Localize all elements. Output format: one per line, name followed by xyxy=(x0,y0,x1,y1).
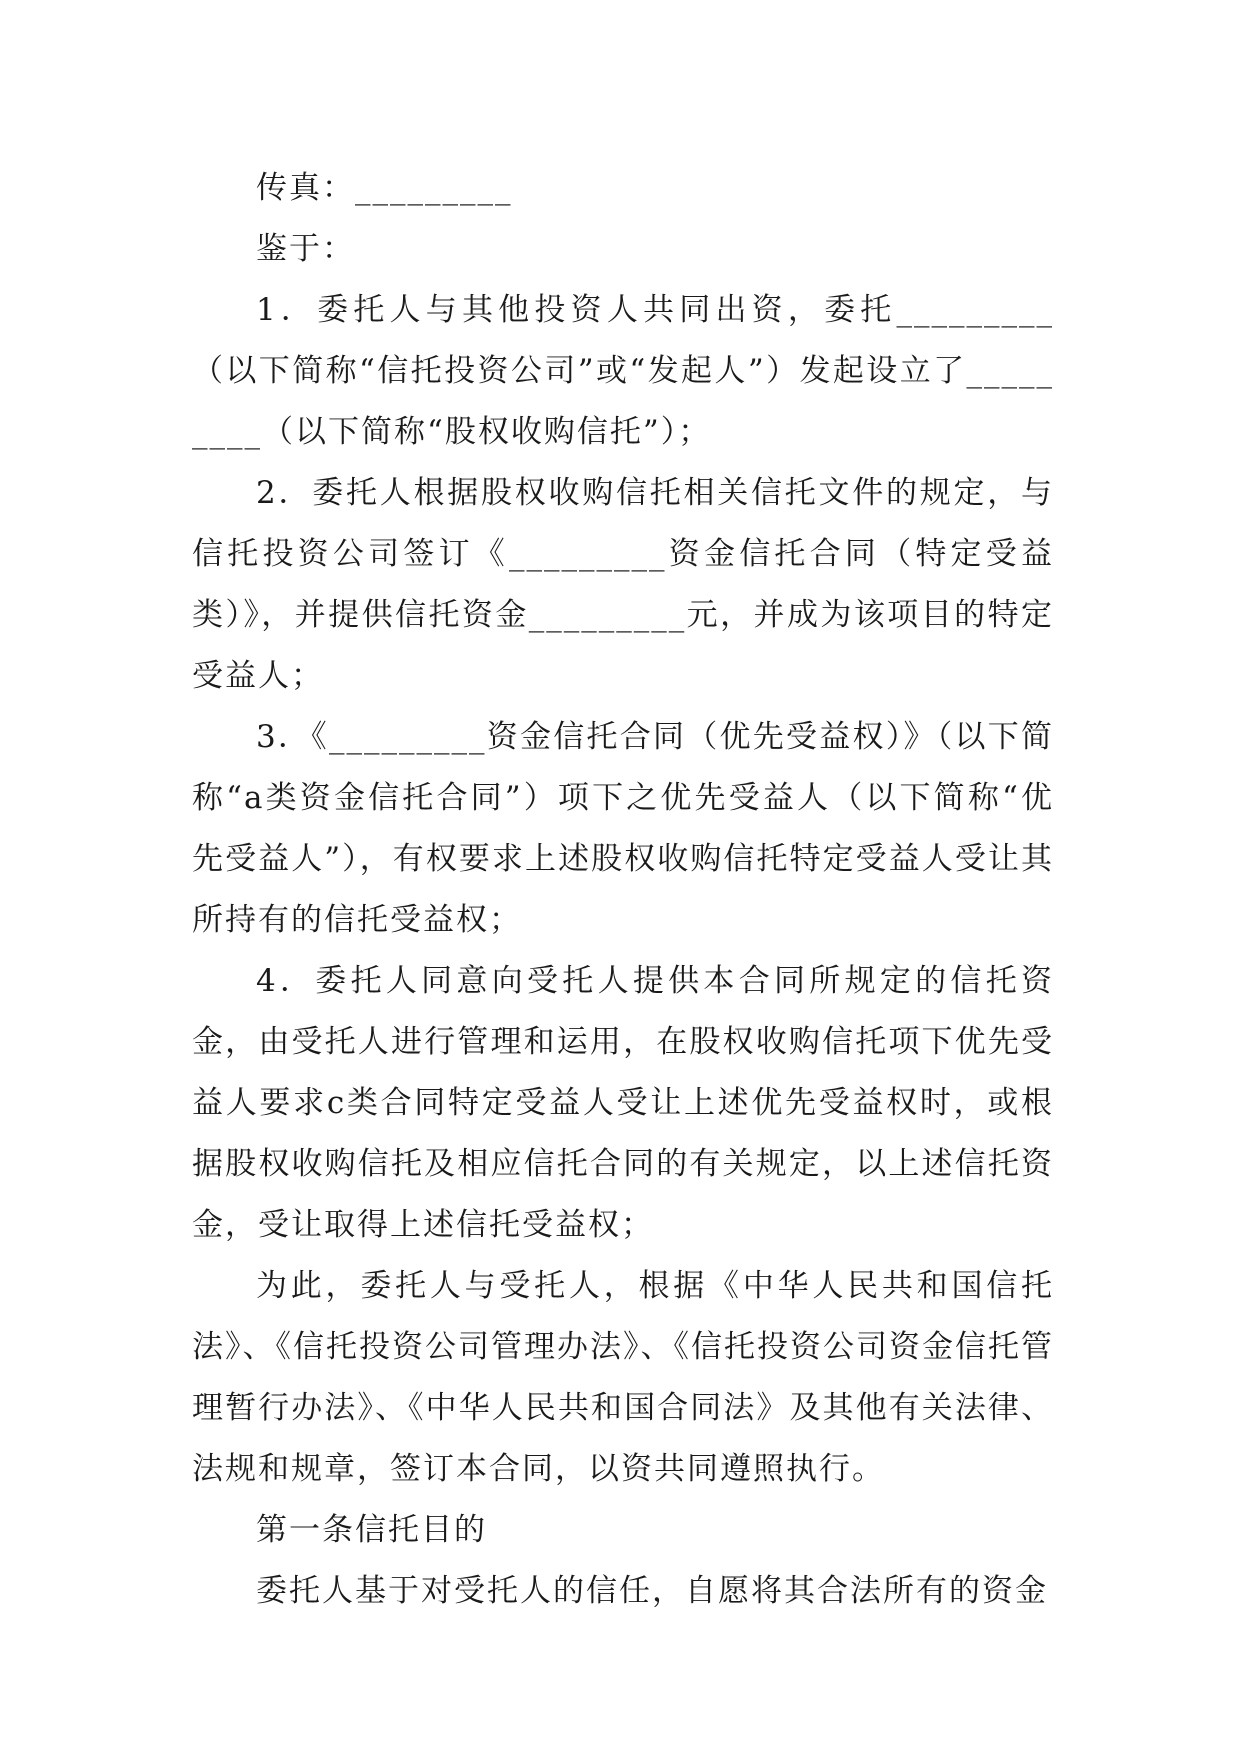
recital-1: 1．委托人与其他投资人共同出资，委托_________（以下简称“信托投资公司”或“发起人”）发起设立了_________（以下简称“股权收购信托”）； xyxy=(192,292,1054,450)
article-1-heading: 第一条信托目的 xyxy=(256,1512,487,1548)
recital-2: 2．委托人根据股权收购信托相关信托文件的规定，与信托投资公司签订《_________资金信托合同（特定受益类）》，并提供信托资金_________元，并成为该项目的特定受益人； xyxy=(192,475,1054,694)
legal-basis-paragraph: 为此，委托人与受托人，根据《中华人民共和国信托法》、《信托投资公司管理办法》、《信托投资公司资金信托管理暂行办法》、《中华人民共和国合同法》及其他有关法律、法规和规章，签订本合同，以资共同遵照执行。 xyxy=(192,1268,1054,1487)
document-page xyxy=(192,158,1054,1622)
recital-3: 3．《_________资金信托合同（优先受益权）》（以下简称“a类资金信托合同”）项下之优先受益人（以下简称“优先受益人”），有权要求上述股权收购信托特定受益人受让其所持有的信托受益权； xyxy=(192,719,1054,938)
recital-4: 4．委托人同意向受托人提供本合同所规定的信托资金，由受托人进行管理和运用，在股权收购信托项下优先受益人要求c类合同特定受益人受让上述优先受益权时，或根据股权收购信托及相应信托合同的有关规定，以上述信托资金，受让取得上述信托受益权； xyxy=(192,963,1054,1243)
whereas-heading: 鉴于： xyxy=(256,231,355,267)
fax-line: 传真：_________ xyxy=(256,170,513,206)
article-1-text: 委托人基于对受托人的信任，自愿将其合法所有的资金 xyxy=(256,1573,1048,1609)
